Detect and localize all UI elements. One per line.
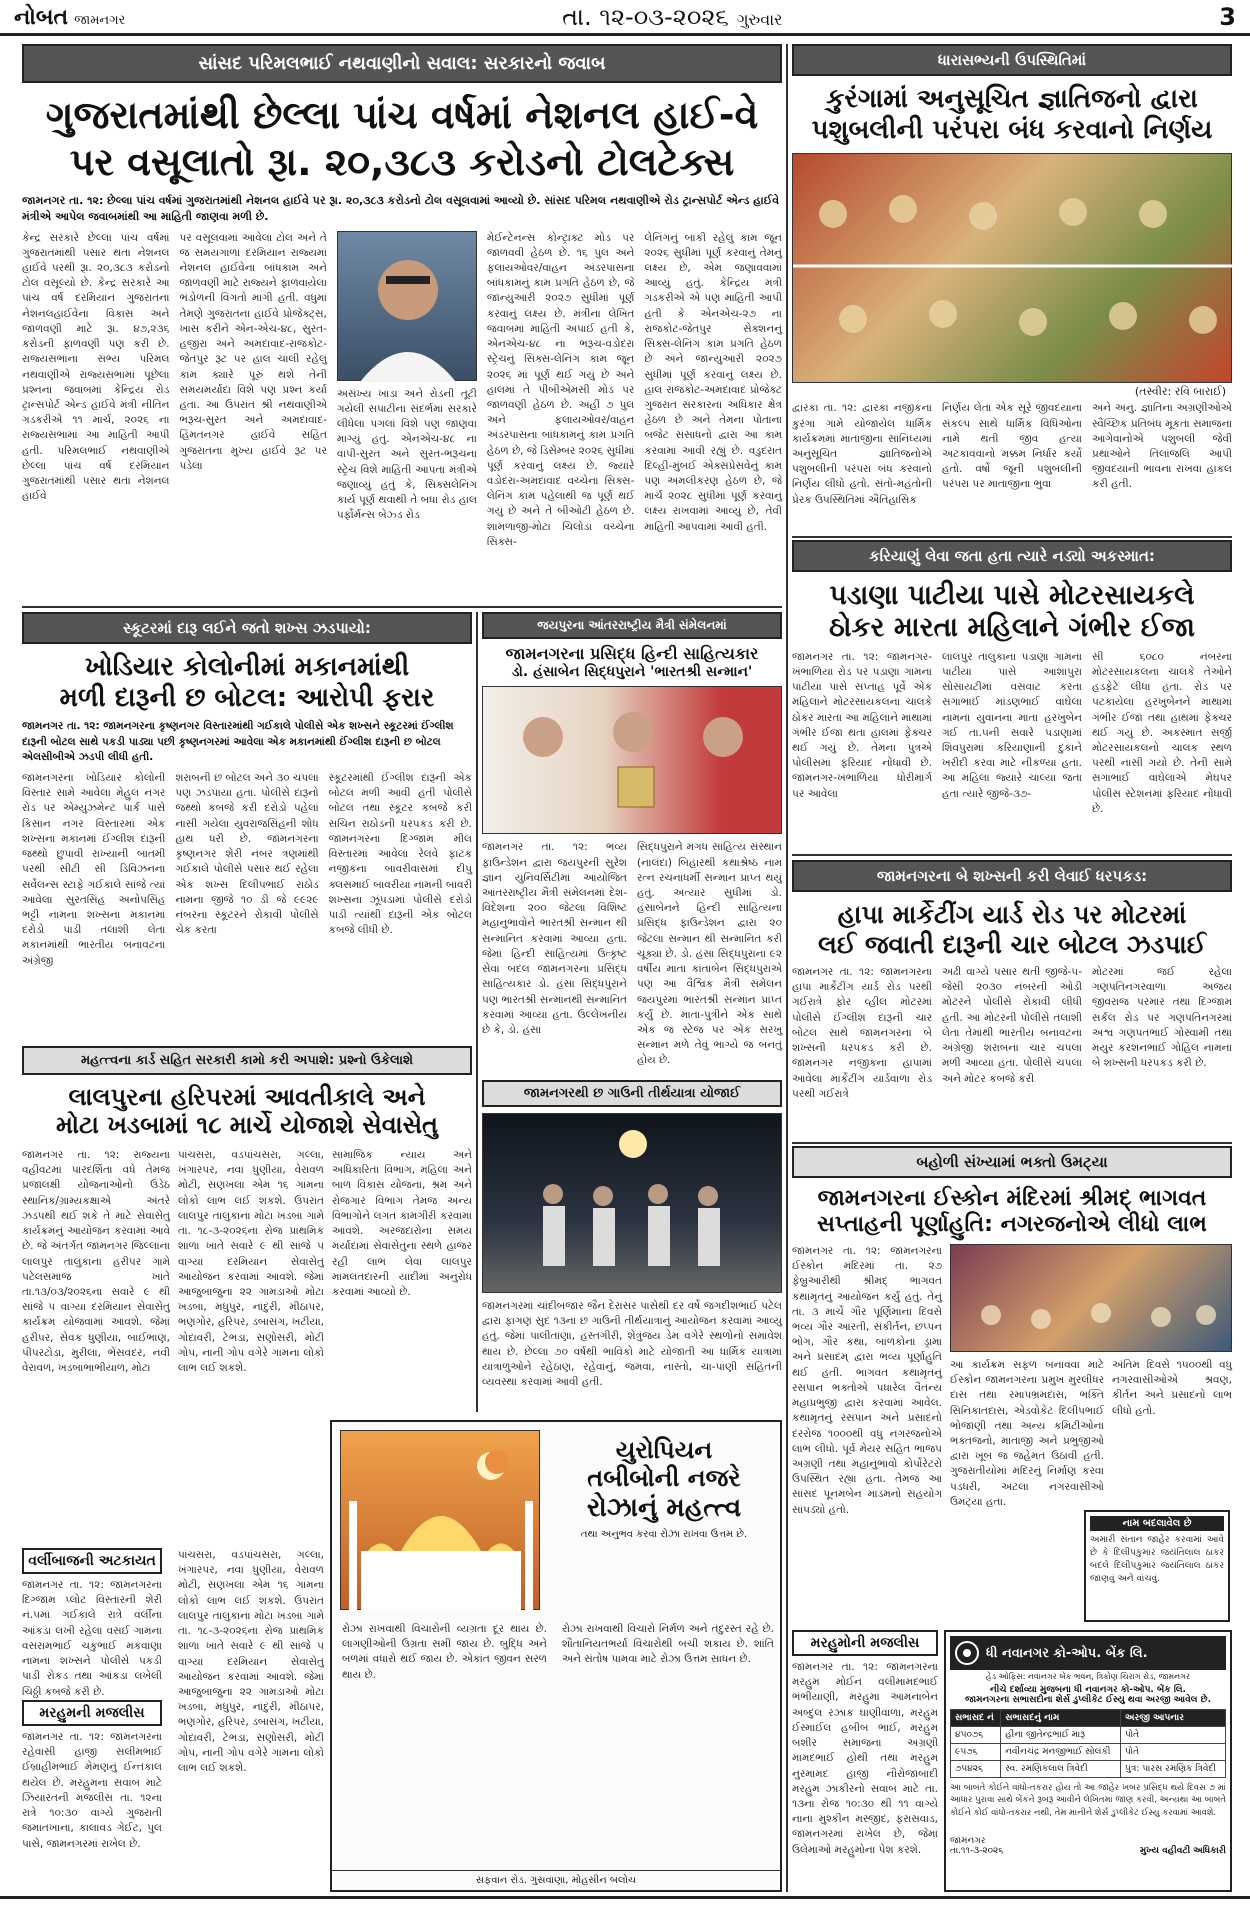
lalpur-column-2-wrap xyxy=(178,1148,324,1538)
article-column: શરાબની છ બોટલ અને ૩૦ ચપલા પણ ઝડપાયા હતા. પોલીસે દારૂનો જથ્થો કબજે કરી દરોડો પહેલાં નાસી ગયેલા યુવરાજસિંહની શોધ હાથ ધરી છે. જામનગરના કૃષ્ણનગર શેરી નંબર ત્રણમાંથી ગઈકાલે પોલીસે પસાર થઈ રહેલા એક શખ્સ દિલીપભાઈ રાઠોડ નામના જીજે ૧૦ ડી જે ૯૯૨૯ નંબરના સ્કૂટરને રોકાવી પોલીસે ચેક કરતા xyxy=(175,772,319,937)
article-headline: ગુજરાતમાંથી છેલ્લા પાંચ વર્ષમાં નેશનલ હાઈ-વે xyxy=(45,93,759,137)
lalpur-column-1-wrap xyxy=(22,1148,170,1538)
table-cell: નવીનચંદ્ર મનજીભાઈ સોલંકી xyxy=(1001,1744,1121,1761)
bank-address: હેડ ઓફિસ: નવાનગર બેંક ભવન, ત્રિકોણ ચિરાગ રોડ, જામનગર xyxy=(985,1672,1191,1681)
table-row xyxy=(951,1761,1226,1778)
article-body: જામનગરમાં ચાંદીબજાર જૈન દેરાસર પાસેથી દર વર્ષે જગદીશભાઈ પટેલ દ્વારા ફાગણ સુદ ૧૩ના છ ગાઉની તીર્થયાત્રાનું આયોજન કરવામાં આવ્યું હતું. જેમાં પાલીતાણા, હસ્તગીરી, શેત્રુંજય ડેમ વગેરે સ્થળોનો સમાવેશ થાય છે. છેલ્લા ૭૦ વર્ષથી ભાવિકો માટે યોજાતી આ ધાર્મિક યાત્રામાં યાત્રાળુઓને રહેઠાણ, રહેવાનું, જમવા, નાસ્તો, ચા-પાણી સહિતની વ્યવસ્થા કરવામાં આવી હતી. xyxy=(482,1300,782,1389)
table-cell: પોતે xyxy=(1121,1744,1226,1761)
article-column: નિર્ણય લેતા એક સૂરે જીવદયાના સંકલ્પ સાથે ધાર્મિક વિધિઓના નામે થતી જીવ હત્યા અટકાવવાનો મક્કમ નિર્ધાર કર્યો હતો. વર્ષો જૂની પશુબલીની પરંપરા પર માતાજીના ભુવા xyxy=(942,402,1082,491)
article-headline-line-2: લઈ જવાતી દારૂની ચાર બોટલ ઝડપાઈ xyxy=(817,929,1207,959)
share-table xyxy=(950,1709,1226,1778)
name-change-notice xyxy=(1084,1510,1230,1622)
table-header-row xyxy=(951,1710,1226,1727)
article-kicker: કરિયાણું લેવા જતા હતા ત્યારે નડ્યો અકસ્માત: xyxy=(792,540,1232,572)
feature-headline-line-2: તબીબોની નજરે xyxy=(587,1464,741,1493)
feature-roza xyxy=(330,1420,782,1892)
photo-pilgrims-bus xyxy=(482,1113,782,1293)
feature-quote-left: રોઝા રાખવાથી વિચારોની વ્યગ્રતા દૂર થાય છે. લાગણીઓની ઉગ્રતા સમી જાય છે. બુદ્ધિ અને બળમાં વધારો થઈ જાય છે. એકાંત જીવન સરળ થાય છે. xyxy=(342,1623,547,1681)
article-column: અઢી વાગ્યે પસાર થતી જીજે-૫-જેસી ૨૦૩૦ નંબરની ઓડી મોટરને પોલીસે રોકાવી લીધી હતી. આ મોટરની પોલીસે તલાશી લેતા તેમાંથી ભારતીય બનાવટના અંગ્રેજી શરાબના ચાર ચપલા મળી આવ્યા હતા. પોલીસે ચપલા અને મોટર કબજે કરી xyxy=(942,966,1082,1085)
article-column: પાંચસરા, વડપાંચસરા, ગલ્લા, ખંગારપર, નવા ધુણીયા, વેરાવળ મોટી, સણખલા એમ ૧૬ ગામના લોકો લાભ લઈ શકશે. ઉપરાંત લાલપુર તાલુકાના મોટા ખડબા ગામે તા. ૧૮-૩-૨૦૨૬ના રોજ પ્રાથમિક શાળા ખાતે સવારે ૯ થી સાંજે ૫ વાગ્યા દરમિયાન સેવાસેતુ આયોજન કરવામાં આવશે. જેમાં આજુબાજુના ૨૨ ગામડાઓ મોટા ખડબા, મધુપુર, નાંદુરી, મીઠાપર, ભણગોર, હરિપર, ડબાસંગ, ખટીયા, ગોદાવરી, ટેભડા, સણોસરી, મોટી ગોપ, નાની ગોપ વગેરે ગામના લોકો લાભ લઈ શકશે. xyxy=(178,1149,325,1375)
article-column: લેનિંગનું બાકી રહેલું કામ જૂન ૨૦૨૬ સુધીમાં પૂર્ણ કરવાનું તેમનું લક્ષ્ય છે, એમ જણાવવામાં આવ્યું હતું. કેન્દ્રિય મંત્રી ગડકરીએ એ પણ માહિતી આપી હતી કે એનએચ-૨૭ ના રાજકોટ-જેતપુર સેક્શનનું સિક્સ-લેનિંગ કામ પ્રગતિ હેઠળ છે અને જાન્યુઆરી ૨૦૨૭ સુધીમાં પૂર્ણ કરવાનું લક્ષ્ય છે. હાલ રાજકોટ-અમદાવાદ પ્રોજેક્ટ ગુજરાત સરકારના અધિકાર ક્ષેત્ર હેઠળ છે અને તેમના પોતાના બજેટ સંસાધનો દ્વારા આ કામ કરવામાં આવી રહ્યું છે. વડુદરાત દિલ્હી-મુંબઈ એક્સપ્રેસવેનું કામ પણ અમલીકરણ હેઠળ છે, જે માર્ચ ૨૦૨૮ સુધીમાં પૂર્ણ કરવાનું લક્ષ્ય રાખવામાં આવ્યું છે, તેવી માહિતી આપવામાં આવી હતી. xyxy=(644,231,782,533)
table-cell: પોતે xyxy=(1121,1727,1226,1744)
article-khodiyar-liquor xyxy=(22,612,472,1042)
column-divider xyxy=(476,612,478,1412)
article-headline: પડાણા પાટીયા પાસે મોટરસાયકલે xyxy=(829,580,1195,611)
article-column: જામનગર તા. ૧૨: ભવ્ય ફાઉન્ડેશન દ્વારા જયપુરની સુરેશ જ્ઞાન યુનિવર્સિટીમાં આયોજિત આંતરરાષ્ટ્રીય મૈત્રી સંમેલનમાં દેશ-વિદેશના ૨૦૦ જેટલા વિશિષ્ટ મહાનુભાવોને ભારતશ્રી સન્માન થી સન્માનિત કરવામાં આવ્યા હતા. જેમાં હિન્દી સાહિત્યમાં ઉત્કૃષ્ટ સેવા બદલ જામનગરના પ્રસિદ્ધ સાહિત્યકાર ડો. હંસા સિદ્ધપુરાને પણ ભારતશ્રી સન્માનથી સન્માનિત કરવામાં આવ્યા હતા. ઉલ્લેખનીય છે કે, ડો. હંસા xyxy=(482,841,627,1037)
crowd-photo-icon xyxy=(793,154,1233,384)
article-column: અસંખ્ય ખાડા અને રોડની તૂટી ગયેલી સપાટીના સંદર્ભમાં સરકારે લીધેલા પગલાં વિશે પણ જાણવા માગ્યું હતું. એનએચ-૪૮ ના વાપી-સુરત અને સુરત-ભરૂચના સ્ટ્રેચ વિશે માહિતી આપતા મંત્રીએ જણાવ્યું હતું કે, સિક્સલેનિંગ કાર્ય પૂર્ણ થવાથી તે બધા રોડ હાલ પર્ફોર્મન્સ બેઝ્ડ રોડ xyxy=(336,387,477,522)
feature-headline: યુરોપિયન xyxy=(615,1436,713,1464)
article-headline: લાલપુરના હરિપરમાં આવતીકાલે અને xyxy=(68,1083,426,1111)
notice-title: નામ બદલાવેલ છે xyxy=(1090,1516,1224,1531)
lalpur-continuation xyxy=(178,1548,324,1892)
article-column: મોટરમાં જઈ રહેલા ગણપતિનગરવાળા અજય જીવરાજ પરમાર તથા દિગ્જામ સર્કલ રોડ પર ગણપતિનગરમાં અશ્વ ગણપતભાઈ ગોસ્વામી તથા મયુર કરશનભાઈ ગોહિલ નામના બે શખ્સની ધરપકડ કરી છે. xyxy=(1092,966,1232,1070)
article-column: સિદ્ધપુરાને મગધ સાહિત્ય સંસ્થાન (નાલંદા) બિહારથી કથાશ્રેષ્ઠ નામ રત્ન રચનાધર્મી સન્માન પ્રાપ્ત થયું હતું. અત્યાર સુધીમાં ડો. હંસાબેનને હિન્દી સાહિત્યના પ્રસિદ્ધ ફાઉન્ડેશન દ્વારા ૨૦ જેટલા સન્માન થી સન્માનિત કરી ચૂક્યા છે. ડો. હંસા સિદ્ધપુરાના ૯૨ વર્ષીય માતા કાંતાબેન સિદ્ધપુરાએ પણ આ વૈશ્વિક મૈત્રી સંમેલન જયપુરમાં ભારતશ્રી સન્માન પ્રાપ્ત કર્યું છે. માતા-પુત્રીને એક સાથે એક જ સ્ટેજ પર એક સરખુ સન્માન મળે તેવું ભાગ્યે જ બનતું હોય છે. xyxy=(637,841,782,1067)
portrait-photo-mp xyxy=(337,231,477,381)
award-photo-icon xyxy=(483,687,783,835)
article-accident xyxy=(792,540,1232,840)
table-cell: ૯૫૭૬ xyxy=(951,1744,1001,1761)
photo-iskcon-temple xyxy=(950,1244,1232,1352)
section-divider xyxy=(22,606,782,608)
mosque-illustration xyxy=(340,1430,540,1610)
sign-place: જામનગર xyxy=(950,1836,986,1846)
article-headline-line-2: મળી દારૂની છ બોટલ: આરોપી ફરાર xyxy=(59,682,435,713)
article-headline-line-2: પર વસૂલાતો રૂા. ૨૦,૩૮૩ કરોડનો ટોલટેક્સ xyxy=(69,139,735,184)
article-column: સી ૬૦૮૦ નંબરના મોટરસાયકલના ચાલકે તેઓને હડફેટે લીધા હતા. રોડ પર પટકાયેલા હરખુબેનને માથામાં ગંભીર ઈજા તથા હાથમાં ફેક્ચર થઈ ગયું છે. અકસ્માત સર્જી મોટરસાયકલનો ચાલક સ્થળ પરથી નાસી ગયો છે. તેની સામે સગાભાઈ વાઘેલાએ મેઘપર પોલીસ સ્ટેશનમાં ફરિયાદ નોંધાવી છે. xyxy=(1092,650,1232,815)
feature-quote-right: રોઝા રાખવાથી વિચારો નિર્મળ અને તંદુરસ્ત રહે છે. શૌતાનિયતભર્યા વિચારોથી બચી શકાય છે. શાંતિ અને સંતોષ પામવા માટે રોઝા ઉત્તમ સાધન છે. xyxy=(562,1623,774,1666)
column-divider xyxy=(786,44,788,1892)
article-column: દ્વારકા તા. ૧૨: દ્વારકા નજીકના કુરંગા ગામે યોજાયેલ ધાર્મિક કાર્યક્રમમાં માતાજીના સાનિધ્યમાં અનુસૂચિત જ્ઞાતિજનોએ પશુબલીની પરંપરા બંધ કરવાનો નિર્ણય લીધો હતો. સંતો-મહંતોની પ્રેરક ઉપસ્થિતિમાં ઐતિહાસિક xyxy=(792,402,932,506)
article-hapa-liquor xyxy=(792,860,1232,1140)
article-kicker: ધારાસભ્યની ઉપસ્થિતિમાં xyxy=(792,44,1232,76)
table-row xyxy=(951,1744,1226,1761)
article-headline: જામનગરના પ્રસિદ્ધ હિન્દી સાહિત્યકાર xyxy=(505,644,759,663)
page-footer-rule xyxy=(0,1896,1250,1914)
article-column: લાલપુર તાલુકાના પડાણા ગામના પાટીયા પાસે આશાપુરા સોસાયટીમાં વસવાટ કરતા સગાભાઈ માંડણભાઈ વાઘેલા નામના યુવાનના માતા હરખુબેન ગઈ તા.૫ની સવારે પડાણામાં શિવપુરામાં કરિયાણાની દુકાને ખરીદી કરવા માટે નીકળ્યા હતા. આ મહિલા જ્યારે ચાલ્યા જતા હતા ત્યારે જીજે-૩૭- xyxy=(942,650,1082,800)
article-column: પર વસૂલવામાં આવેલા ટોલ અને તે જ સમયગાળા દરમિયાન રાજ્યમાં નેશનલ હાઈવેના બાંધકામ અને જાળવણી માટે રાજ્યને ફાળવાયેલા ભંડોળની વિગતો માગી હતી. વધુમાં તેમણે ગુજરાતના હાઈવે પ્રોજેક્ટ્સ, ખાસ કરીને એન-એચ-૪૮, સુરત-હજીરા અને અમદાવાદ-રાજકોટ-જેતપુર રૂટ પર હાલ ચાલી રહેલું કામ ક્યારે પૂરું થશે તેની સમયમર્યાદા વિશે પણ પ્રશ્ન કર્યા હતા. આ ઉપરાંત શ્રી નથવાણીએ ભરૂચ-સુરત અને અમદાવાદ-હિંમતનગર હાઈવે સહિત ગુજરાતના મુખ્ય હાઈવે રૂટ પર પડેલા xyxy=(179,231,327,472)
article-tirth-yatra xyxy=(482,1080,782,1420)
article-kicker: મહત્ત્વના કાર્ડ સહિત સરકારી કામો કરી અપાશે: પ્રશ્નો ઉકેલાશે xyxy=(22,1046,472,1075)
article-lead: જામનગર તા. ૧૨: છેલ્લા પાંચ વર્ષમાં ગુજરાતમાંથી નેશનલ હાઈવે પર રૂા. ૨૦,૩૮૩ કરોડનો ટોલ વસૂલવામાં આવ્યો છે. સાંસદ પરિમલ નથવાણીએ રોડ ટ્રાન્સપોર્ટ એન્ડ હાઈવે મંત્રીએ આપેલ જવાબમાંથી આ માહિતી જાણવા મળી છે. xyxy=(22,193,780,223)
table-header: સભાસદનું નામ xyxy=(1001,1710,1121,1727)
newspaper-logo: નોબત જામનગર xyxy=(14,3,126,30)
bank-notice-line-2: જામનગરના સભાસદોના શેર્સ ડુપ્લીકેટ ઈસ્યુ થવા અરજી આવેલ છે. xyxy=(965,1695,1211,1705)
article-column: જામનગર તા. ૧૨: જામનગરના ઈસ્કોન મંદિરમાં તા. ૨૭ ફેબ્રુઆરીથી શ્રીમદ્ ભાગવત કથામૃતનું આયોજન કર્યું હતું. તેનું તા. ૩ માર્ચે ગૌર પૂર્ણિમાના દિવસે ભવ્ય ગૌર આરતી, સંકીર્તન, છપ્પન ભોગ, ગૌર કથા, બાળકોના ડ્રામા અને પ્રસાદમ્ દ્વારા ભવ્ય પૂર્ણાહુતિ થઈ હતી. ભાગવત કથામૃતનું રસપાન ભક્તોએ પધારેલ વૈતન્ય મહાપ્રભુજી દ્વારા કરવામાં આવેલ. કથામૃતનું રસપાન અને પ્રસાદનો દરરોજ ૧૦૦૦થી વધુ નગરજનોએ લાભ લીધો. પૂર્વ મેયર સહિત ભાજપ અગ્રણી તથા મહાનુભાવો કોર્પોરેટરો ઉપસ્થિત રહ્યા હતા. તેમજ આ સાંસદ પૂનમબેન માડમનો સહયોગ સાંપડ્યો હતો. xyxy=(792,1244,942,1516)
article-maitri-sammelan xyxy=(482,612,782,1067)
photo-award-ceremony xyxy=(482,686,782,834)
article-headline-line-2: ઠોકર મારતા મહિલાને ગંભીર ઈજા xyxy=(829,611,1195,643)
article-kicker: જયપુરના આંતરરાષ્ટ્રીય મૈત્રી સંમેલનમાં xyxy=(482,612,782,639)
article-column: જામનગર તા. ૧૨: રાજ્યના વહીવટમાં પારદર્શિતા વધે તેમજ પ્રજાલક્ષી યોજનાઓનો ઉંડેઠ સ્થાનિક/ગ્રામ્યકક્ષાએ અંતરે ઝડપથી થઈ શકે તે માટે સેવાસેતુ કાર્યક્રમનું આયોજન કરવામાં આવે છે. જે અંતર્ગત જામનગર જિલ્લાના લાલપુર તાલુકાના હરીપર ગામે પટેલસમાજ ખાતે તા.૧૩/૦૩/૨૦૨૬ના સવારે ૯ થી સાંજે ૫ વાગ્યા દરમિયાન સેવાસેતુ કાર્યક્રમ યોજવામાં આવશે. જેમાં હરીપર, સેવક ધુણીયા, બાઈભાણ, પીપરટોડા, મુરીલા, ભેંસવદર, નવી વેરાવળ, ખડબાભાભીયાળ, મોટા xyxy=(22,1149,170,1375)
article-column: અંતિમ દિવસે ૧૫૦૦થી વધુ નગરવાસીઓએ શ્રવણ, કીર્તન અને પ્રસાદનો લાભ લીધો હતો. xyxy=(1112,1358,1232,1417)
article-iskcon xyxy=(792,1146,1232,1516)
bank-emblem-icon xyxy=(954,1640,980,1666)
article-kuranga xyxy=(792,44,1232,534)
masthead-city: જામનગર xyxy=(74,12,126,28)
photo-caption: (તસ્વીર: રવિ બારાઈ) xyxy=(1134,385,1226,399)
table-header: અરજી આપનાર xyxy=(1121,1710,1226,1727)
table-cell: સ્વ. રમણિકલાલ ત્રિવેદી xyxy=(1001,1761,1121,1778)
article-marhum-majlis-left xyxy=(22,1700,162,1892)
article-headline-line-2: પશુબલીની પરંપરા બંધ કરવાનો નિર્ણય xyxy=(811,114,1213,145)
masthead-day: ગુરુવાર xyxy=(736,9,783,29)
article-lead: જામનગર તા. ૧૨: જામનગરના કૃષ્ણનગર વિસ્તારમાંથી ગઈકાલે પોલીસે એક શખ્સને સ્કૂટરમાં ઈંગ્લીશ દારૂની બોટલ સાથે પકડી પાડ્યા પછી કૃષ્ણનગરમાં આવેલા એક મકાનમાંથી ઈંગ્લીશ દારૂની છ બોટલ એલસીબીએ ઝડપી લીધી હતી. xyxy=(22,720,454,763)
feature-headline-line-3: રોઝાનું મહત્ત્વ xyxy=(586,1492,742,1523)
lalpur-column-3-wrap xyxy=(332,1148,472,1298)
sign-by: મુખ્ય વહીવટી અધિકારી xyxy=(1139,1846,1226,1856)
article-marhum-majlis-right xyxy=(792,1630,938,1892)
article-headline: જામનગરના ઈસ્કોન મંદિરમાં શ્રીમદ્ ભાગવત xyxy=(817,1186,1207,1211)
temple-crowd-icon xyxy=(951,1245,1231,1353)
article-headline: કુરંગામાં અનુસૂચિત જ્ઞાતિજનો દ્વારા xyxy=(826,84,1198,114)
bank-header xyxy=(950,1636,1226,1670)
table-row xyxy=(951,1727,1226,1744)
article-kicker: સ્કૂટરમાં દારૂ લઈને જતો શખ્સ ઝડપાયો: xyxy=(22,612,472,644)
bank-notice-line-1: નીચે દર્શાવ્યા મુજબના ધી નવાનગર કો-ઓપ. બેંક લિ. xyxy=(990,1685,1186,1695)
table-cell: હીના જીતેન્દ્રભાઈ મારૂ xyxy=(1001,1727,1121,1744)
bank-advertisement xyxy=(944,1630,1232,1892)
feature-credit: સફવાન રોડ. ગુસવાણા, મોહસીન બલોચ xyxy=(332,1870,780,1890)
table-header: સભાસદ નં xyxy=(951,1710,1001,1727)
article-column: અને અનુ. જ્ઞાતિના અગ્રણીઓએ સ્વૈચ્છિક પ્રતિબંધ મૂકતા સમાજના આગેવાનોએ પશુબલી જેવી પ્રથાઓને તિલાંજલિ આપી જીવદયાની ભાવના રાખવા હાકલ કરી હતી. xyxy=(1092,402,1232,491)
article-kicker: જામનગરથી છ ગાઉની તીર્થયાત્રા યોજાઈ xyxy=(482,1080,782,1107)
article-headline-line-2: સપ્તાહની પૂર્ણાહુતિ: નગરજનોએ લીધો લાભ xyxy=(817,1211,1207,1237)
article-body: જામનગર તા. ૧૨: જામનગરના દિગ્જામ પ્લોટ વિસ્તારની શેરી નં.૫માં ગઈકાલે રાત્રે વર્લીના આંકડા લખી રહેલા વસઈ ગામના વસરામભાઈ ચકુભાઈ મકવાણા નામના શખ્સને પોલીસે પકડી પાડી રોકડ તથા આંકડા લખેલી ચિઠ્ઠી કબજે કરી છે. xyxy=(22,1579,162,1698)
article-kicker: સાંસદ પરિમલભાઈ નથવાણીનો સવાલ: સરકારનો જવાબ xyxy=(22,44,782,83)
article-headline-line-2: ડો. હંસાબેન સિદ્ધપુરાને 'ભારતશ્રી સન્માન' xyxy=(511,663,753,680)
mosque-icon xyxy=(341,1431,541,1611)
masthead xyxy=(0,0,1250,36)
article-column: પાંચસરા, વડપાંચસરા, ગલ્લા, ખંગારપર, નવા ધુણીયા, વેરાવળ મોટી, સણખલા એમ ૧૬ ગામના લોકો લાભ લઈ શકશે. ઉપરાંત લાલપુર તાલુકાના મોટા ખડબા ગામે તા. ૧૮-૩-૨૦૨૬ના રોજ પ્રાથમિક શાળા ખાતે સવારે ૯ થી સાંજે ૫ વાગ્યા દરમિયાન સેવાસેતુ આયોજન કરવામાં આવશે. જેમાં આજુબાજુના ૨૨ ગામડાઓ મોટા ખડબા, મધુપુર, નાંદુરી, મીઠાપર, ભણગોર, હરિપર, ડબાસંગ, ખટીયા, ગોદાવરી, ટેભડા, સણોસરી, મોટી ગોપ, નાની ગોપ વગેરે ગામના લોકો લાભ લઈ શકશે. xyxy=(178,1549,325,1775)
article-kicker: બહોળી સંખ્યામાં ભક્તો ઉમટ્યા xyxy=(792,1146,1232,1178)
page-number: 3 xyxy=(1219,2,1236,31)
table-cell: ૭૫૪૨૬ xyxy=(951,1761,1001,1778)
pilgrims-photo-icon xyxy=(483,1114,783,1294)
section-divider xyxy=(792,536,1232,538)
article-column: જામનગરના ખોડિયાર કોલોની વિસ્તાર સામે આવેલા મેહુલ નગર રોડ પર એમ્યુઝમેન્ટ પાર્ક પાસે કિસાન નગર વિસ્તારમાં એક શખ્સના મકાનમાં ઈંગ્લીશ દારૂની જથ્થો છુપાવી રાખ્યાની બાતમી પરથી સીટી સી ડિવિઝનના સર્વેલન્સ સ્ટાફે ગઈકાલે સાંજે ત્યાં આવેલા સુરતસિંહ અનોપસિંહ ભટ્ટી નામના શખ્સના મકાનમાં દરોડો પાડી તલાશી લેતા મકાનમાંથી ભારતીય બનાવટના અંગ્રેજી xyxy=(22,772,166,967)
bank-footer-text: આ બાબતે કોઈને વાંધો-તકરાર હોય તો આ જાહેર ખબર પ્રસિદ્ધ થયે દિવસ ૭ માં આધાર પુરાવા સાથે બેંકને રૂબરૂ આવીને લેખિતમાં જાણ કરવી, અન્યથા આ બાબતે કોઈને કોઈ વાંધો-તકરાર નથી, તેમ માનીને શેર્સ ડુપ્લીકેટ ઈસ્યુ કરવામાં આવશે. xyxy=(950,1783,1226,1818)
article-title: વર્લીબાજની અટકાયત xyxy=(22,1548,162,1574)
masthead-date: તા. ૧૨-૦૩-૨૦૨૬ ગુરુવાર xyxy=(562,2,783,31)
article-column: જામનગર તા. ૧૨: જામનગરના હાપા માર્કેટીંગ યાર્ડ રોડ પરથી ગઈરાત્રે ફોર વ્હીલ મોટરમાં પોલીસે ઈંગ્લીશ દારૂની ચાર બોટલ સાથે જામનગરના બે શખ્સની ધરપકડ કરી છે. જામનગર નજીકના હાપામાં આવેલા માર્કેટીંગ યાર્ડવાળા રોડ પરથી ગઈરાત્રે xyxy=(792,966,932,1100)
article-column: કેન્દ્ર સરકારે છેલ્લા પાંચ વર્ષમાં ગુજરાતમાંથી પસાર થતા નેશનલ હાઈવે પરથી રૂા. ૨૦,૩૮૩ કરોડનો ટોલ વસૂલ્યો છે. કેન્દ્ર સરકારે આ પાંચ વર્ષ દરમિયાન ગુજરાતના નેશનલહાઈવેના વિકાસ અને જાળવણી માટે રૂા. ૪૭,૨૩૬ કરોડની ફાળવણી પણ કરી છે. રાજ્યસભાના સભ્ય પરિમલ નથવાણીએ રાજ્યસભામાં પૂછેલા પ્રશ્નના જવાબમાં કેન્દ્રિય રોડ ટ્રાન્સપોર્ટ એન્ડ હાઈવે મંત્રી નીતિન ગડકરીએ ૧૧ માર્ચ, ૨૦૨૬ ના રાજ્યસભામાં આ માહિતી આપી હતી. પરિમલભાઈ નથવાણીએ છેલ્લા પાંચ વર્ષ દરમિયાન ગુજરાતમાંથી પસાર થતા નેશનલ હાઈવે xyxy=(22,231,170,503)
article-varlibaj xyxy=(22,1548,162,1698)
photo-religious-event xyxy=(792,153,1232,383)
section-divider xyxy=(792,854,1232,856)
article-title: મરહુમોની મજલીસ xyxy=(792,1630,938,1656)
table-cell: ૪૫૦૭૬ xyxy=(951,1727,1001,1744)
feature-intro: તથા અનુભવ કરવા રોઝા રાખવા ઉત્તમ છે. xyxy=(580,1529,748,1541)
article-column: મેઈન્ટેનન્સ કોન્ટ્રાક્ટ મોડ પર જાળવવી હેઠળ છે. ૧૬ પુલ અને ફલાયઓવર/વાહન અંડરપાસના બાંધકામનું કામ પ્રગતિ હેઠળ છે, જે જાન્યુઆરી ૨૦૨૭ સુધીમાં પૂર્ણ કરવાનું લક્ષ્ય છે. મંત્રીના લેખિત જવાબમાં માહિતી અપાઈ હતી કે, એનએચ-૪૮ ના ભરૂચ-વડોદરા સ્ટ્રેચનું સિક્સ-લેનિંગ કામ જૂન ૨૦૨૬ માં પૂર્ણ થઈ ગયું છે અને હાલમાં તે પીબીએમસી મોડ પર જાળવણી હેઠળ છે. અહીં ૭ પુલ અને ફલાયઓવર/વાહન અંડરપાસના બાંધકામનું કામ પ્રગતિ હેઠળ છે, જે ડિસેમ્બર ૨૦૨૬ સુધીમાં પૂર્ણ કરવાનું લક્ષ્ય છે. જ્યારે વડોદરા-અમદાવાદ વચ્ચેના સિક્સ-લેનિંગ કામ પહેલાથી જ પૂર્ણ થઈ ગયું છે અને તે બીઓટી હેઠળ છે. શામળાજી-મોટા ચિલોડા વચ્ચેના સિક્સ- xyxy=(486,231,635,548)
article-headline-line-2: મોટા ખડબામાં ૧૮ માર્ચે યોજાશે સેવાસેતુ xyxy=(56,1111,438,1140)
bank-name: ધી નવાનગર કો-ઓપ. બેંક લિ. xyxy=(986,1645,1148,1661)
article-body: જામનગર તા. ૧૨: જામનગરના રહેવાસી હાજી સલીમભાઈ ઈબ્રાહીમભાઈ મેમણનું ઈન્તકાલ થયેલ છે. મરહુમના સવાબ માટે ઝિયારતની મજલીસ તા. ૧૨ના રાત્રે ૧૦:૩૦ વાગ્યે ગુજરાતી જમાતખાના, કાલાવડ ગેઈટ, પુલ પાસે, જામનગરમાં રાખેલ છે. xyxy=(22,1731,162,1850)
person-portrait-icon xyxy=(338,232,478,382)
article-headline: હાપા માર્કેટીંગ યાર્ડ રોડ પર મોટરમાં xyxy=(837,900,1187,929)
table-cell: પુત્ર: પારસ રમણિક ત્રિવેદી xyxy=(1121,1761,1226,1778)
article-column: સ્કૂટરમાંથી ઈંગ્લીશ દારૂની એક બોટલ મળી આવી હતી પોલીસે બોટલ તથા સ્કૂટર કબજે કરી સચિન રાઠોડની ધરપકડ કરી છે. જામનગરના દિગ્જામ મીલ વિસ્તારમાં આવેલા રેલવે ફાટક નજીકના બાવરીવાસમાં દીપુ ક્લસમાઈ બાવરીયા નામની બાવરી શખ્સના ઝૂંપડામાં પોલીસે દરોડો પાડી ત્યાંથી દારૂની એક બોટલ કબજે લીધી છે. xyxy=(328,772,472,937)
section-divider xyxy=(792,1142,1232,1144)
article-column: સામાજિક ન્યાય અને અધિકારિતા વિભાગ, મહિલા અને બાળ વિકાસ યોજના, શ્રમ અને રોજગાર વિભાગ તેમજ અન્ય વિભાગોને લગત કામગીરી કરવામાં આવશે. અરજદારોના સમય મર્યાદામાં સેવાસેતુના સ્થળે હાજર રહી લાભ લેવા લાલપુર મામલતદારની યાદીમાં અનુરોધ કરવામાં આવ્યો છે. xyxy=(332,1149,472,1298)
sign-date: તા.૧૧-૩-૨૦૨૬ xyxy=(950,1846,1004,1856)
article-title: મરહુમની મજલીસ xyxy=(22,1700,162,1726)
notice-text: અમારી સંતાન જાહેર કરવામાં આવે છે કે દિલીપકુમાર જયંતિલાલ ઠાકર બદલે દિલીપકુમાર જયંતિલાલ ઠાકર જાણવું અને વાંચવું. xyxy=(1090,1535,1224,1585)
article-toll-tax xyxy=(22,44,782,604)
article-column: આ કાર્યક્રમ સફળ બનાવવા માટે ઈસ્કોન જામનગરના પ્રમુખ મુરલીધર દાસ તથા રમાપભ્રમદાસ, ભક્તિ સિનિકાંતદાસ, એડવોકેટ દિલીપભાઈ ભોજાણી તથા અન્ય કમિટીઓના ભક્તજનો, માતાજી અને પ્રભુજીઓ દ્વારા ખૂબ જ જહેમત ઉઠાવી હતી. ગુજરાતીયોમાં મંદિરનું નિર્માણ કરવા પડધરી, અટલા નગરવાસીઓ ઉમટ્યા હતા. xyxy=(950,1358,1104,1508)
article-kicker: જામનગરના બે શખ્સની કરી લેવાઈ ધરપકડ: xyxy=(792,860,1232,892)
article-body: જામનગર તા. ૧૨: જામનગરના મરહુમ મોઈન વલીમામદભાઈ ભંભીયાણી, મરહુમા આમનાબેન અબ્દુલ રઝાક ઘાણીવાળા, મરહુમ ઈસ્માઈલ હબીબ ભાઈ, મરહુમ બશીર સમાજના અગ્રણી મામદભાઈ હોથી તથા મરહુમ નુરમામદ હાજી નૌરોજાબાદી મરહુમ ઝાકીરનો સવાબ માટે તા. ૧૩ના રોજ ૧૦:૩૦ થી ૧૧ વાગ્યે નાના મુશ્કીન મસ્જીદ, ફરાસવાડ, જામનગરમાં રાખેલ છે, જેમાં ઉલેમાઓ મરહુમોના પેશ કરશે. xyxy=(792,1661,938,1856)
article-column: જામનગર તા. ૧૨: જામનગર-ખંભાળિયા રોડ પર પડાણા ગામના પાટીયા પાસે સપ્તાહ પૂર્વે એક મહિલાને મોટરસાયકલના ચાલકે ઠોકર મારતા આ મહિલાને માથામાં ગંભીર ઈજા થતા હાલમાં ફેક્ચર થઈ ગયું છે. તેમના પુત્રએ પોલીસમાં ફરિયાદ નોંધાવી છે. જામનગર-ખંભાળિયા ધોરીમાર્ગ પર આવેલા xyxy=(792,650,932,800)
article-headline: ખોડિયાર કોલોનીમાં મકાનમાંથી xyxy=(84,652,410,682)
